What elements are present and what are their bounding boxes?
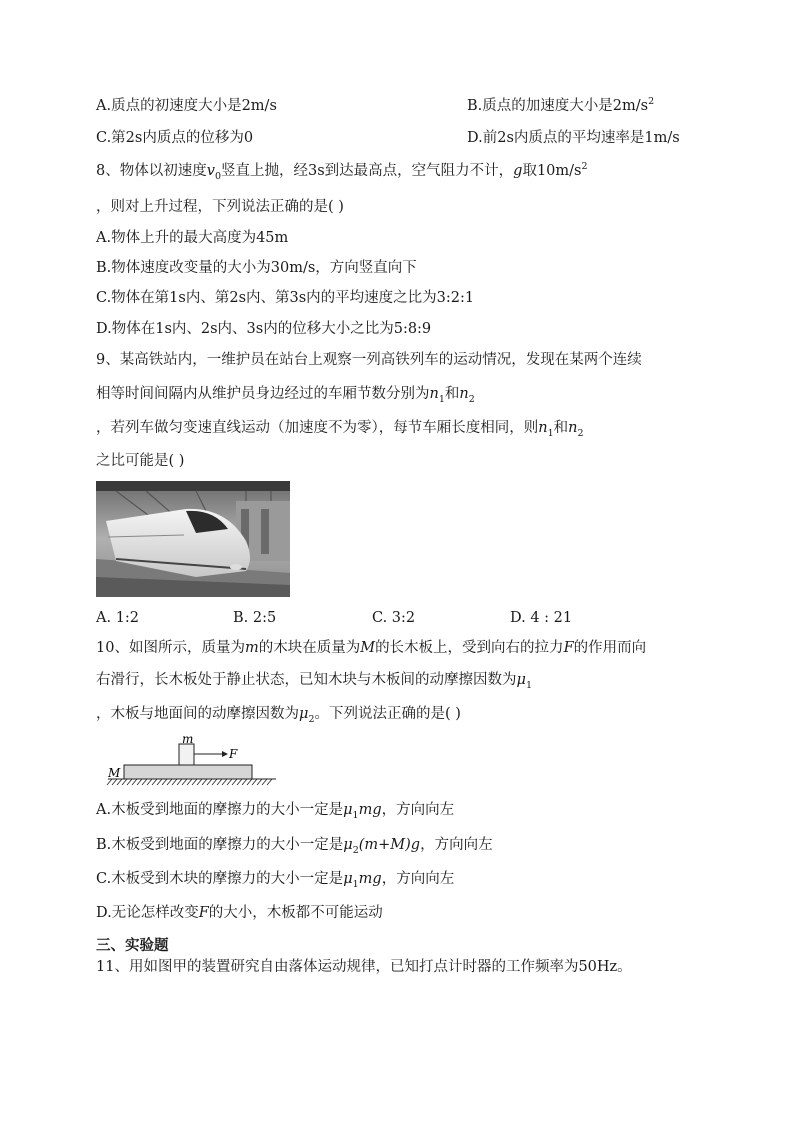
q10-stem-line2: 右滑行，长木板处于静止状态，已知木块与木板间的动摩擦因数为$\mu_1$ xyxy=(96,672,532,691)
q10-option-c: C.木板受到木块的摩擦力的大小一定是$\mu_1mg$，方向向左 xyxy=(96,871,455,890)
q8-option-b: B.物体速度改变量的大小为30m/s，方向竖直向下 xyxy=(96,260,417,276)
q9-option-c: C. 3:2 xyxy=(372,610,416,626)
q9-stem-line1: 9、某高铁站内，一维护员在站台上观察一列高铁列车的运动情况，发现在某两个连续 xyxy=(96,352,642,368)
q8-option-d: D.物体在1s内、2s内、3s内的位移大小之比为5:8:9 xyxy=(96,321,432,337)
q7-option-row-2 xyxy=(96,128,680,148)
q10-stem-line1: 10、如图所示，质量为m的木块在质量为M的长木板上，受到向右的拉力F的作用而向 xyxy=(96,640,647,656)
q9-option-a: A. 1:2 xyxy=(96,610,140,626)
q9-option-b: B. 2:5 xyxy=(233,610,277,626)
q8-option-a: A.物体上升的最大高度为45m xyxy=(96,230,289,246)
fig-label-m: m xyxy=(182,734,194,746)
q10-option-d: D.无论怎样改变F的大小，木板都不可能运动 xyxy=(96,905,383,921)
q9-stem-line2: 相等时间间隔内从维护员身边经过的车厢节数分别为$n_1$和$n_2$ xyxy=(96,386,475,405)
q9-stem-line4: 之比可能是( ) xyxy=(96,453,185,469)
long-board-M xyxy=(124,765,252,779)
q7-option-b: B.质点的加速度大小是$2m/s^2$ xyxy=(467,96,655,114)
q10-option-a: A.木板受到地面的摩擦力的大小一定是$\mu_1mg$，方向向左 xyxy=(96,802,455,821)
q9-option-d: D. 4 : 21 xyxy=(510,610,573,626)
q11-stem: 11、用如图甲的装置研究自由落体运动规律，已知打点计时器的工作频率为50Hz。 xyxy=(96,959,632,975)
block-on-board-diagram xyxy=(104,734,284,790)
q7-option-d: D.前2s内质点的平均速率是1m/s xyxy=(467,130,680,146)
q8-stem: 8、物体以初速度$v_0$竖直上抛，经3s到达最高点，空气阻力不计，g取$10m/s^2$ xyxy=(96,161,588,182)
section-title: 三、实验题 xyxy=(96,938,169,954)
train-photo xyxy=(96,481,290,597)
fig-label-F: F xyxy=(229,747,238,761)
fig-label-M: M xyxy=(108,766,121,780)
q9-options xyxy=(96,608,573,628)
ground-hatching xyxy=(107,779,272,785)
q7-option-a: A.质点的初速度大小是2m/s xyxy=(96,98,277,114)
q10-option-b: B.木板受到地面的摩擦力的大小一定是$\mu_2(m+M)g$，方向向左 xyxy=(96,837,493,856)
q8-stem-line2: ，则对上升过程，下列说法正确的是( ) xyxy=(96,199,344,215)
small-block-m xyxy=(179,744,194,765)
q8-option-c: C.物体在第1s内、第2s内、第3s内的平均速度之比为3:2:1 xyxy=(96,290,475,306)
q7-option-row-1 xyxy=(96,96,655,116)
q9-stem-line3: ，若列车做匀变速直线运动（加速度不为零），每节车厢长度相同，则$n_1$和$n_2$ xyxy=(96,420,584,439)
q10-stem-line3: ，木板与地面间的动摩擦因数为$\mu_2$。下列说法正确的是( ) xyxy=(96,706,461,725)
q7-option-c: C.第2s内质点的位移为0 xyxy=(96,130,254,146)
